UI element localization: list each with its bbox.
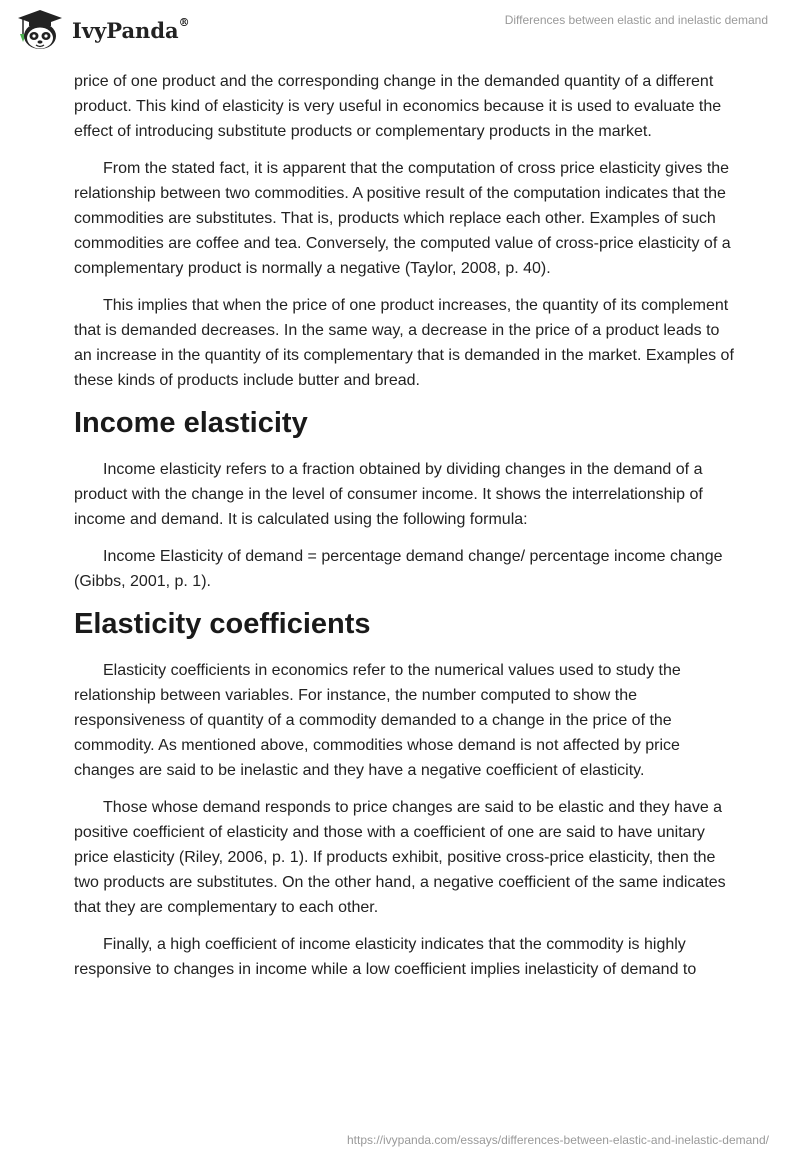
essay-body — [74, 69, 734, 994]
section-heading-elasticity-coefficients: Elasticity coefficients — [74, 608, 371, 640]
panda-mascot-icon — [14, 8, 66, 52]
paragraph: Income Elasticity of demand = percentage demand change/ percentage income change (Gibbs, 2001, p. 1). — [74, 548, 723, 590]
paragraph: From the stated fact, it is apparent that the computation of cross price elasticity gives the relationship between two commodities. A positive result of the computation indicates that the commodities are substitutes. That is, products which replace each other. Examples of such commodities are coffee and tea. Conversely, the computed value of cross-price elasticity of a complementary product is normally a negative (Taylor, 2008, p. 40). — [74, 160, 731, 277]
paragraph: Income elasticity refers to a fraction obtained by dividing changes in the demand of a product with the change in the level of consumer income. It shows the interrelationship of income and demand. It is calculated using the following formula: — [74, 461, 703, 528]
source-url[interactable]: https://ivypanda.com/essays/differences-between-elastic-and-inelastic-demand/ — [347, 1133, 769, 1147]
paragraph: Finally, a high coefficient of income elasticity indicates that the commodity is highly responsive to changes in income while a low coefficient implies inelasticity of demand to — [74, 936, 697, 978]
paragraph: This implies that when the price of one product increases, the quantity of its complement that is demanded decreases. In the same way, a decrease in the price of a product leads to an increase in the quantity of its complementary that is demanded in the market. Examples of these kinds of products include butter and bread. — [74, 297, 734, 389]
paragraph: Elasticity coefficients in economics refer to the numerical values used to study the relationship between variables. For instance, the number computed to show the responsiveness of quantity of a commodity demanded to a change in the price of the commodity. As mentioned above, commodities whose demand is not affected by price changes are said to be inelastic and they have a negative coefficient of elasticity. — [74, 662, 681, 779]
page-header — [0, 0, 800, 70]
paragraph: price of one product and the corresponding change in the demanded quantity of a different product. This kind of elasticity is very useful in economics because it is used to evaluate the effect of introducing substitute products or complementary products in the market. — [74, 73, 722, 140]
section-heading-income-elasticity: Income elasticity — [74, 407, 308, 439]
ivypanda-logo[interactable] — [14, 8, 190, 52]
brand-name: IvyPanda® — [72, 15, 190, 43]
document-title: Differences between elastic and inelastic demand — [504, 13, 768, 27]
paragraph: Those whose demand responds to price changes are said to be elastic and they have a positive coefficient of elasticity and those with a coefficient of one are said to have unitary price elasticity (Riley, 2006, p. 1). If products exhibit, positive cross-price elasticity, then the two products are substitutes. On the other hand, a negative coefficient of the same indicates that they are complementary to each other. — [74, 799, 726, 916]
